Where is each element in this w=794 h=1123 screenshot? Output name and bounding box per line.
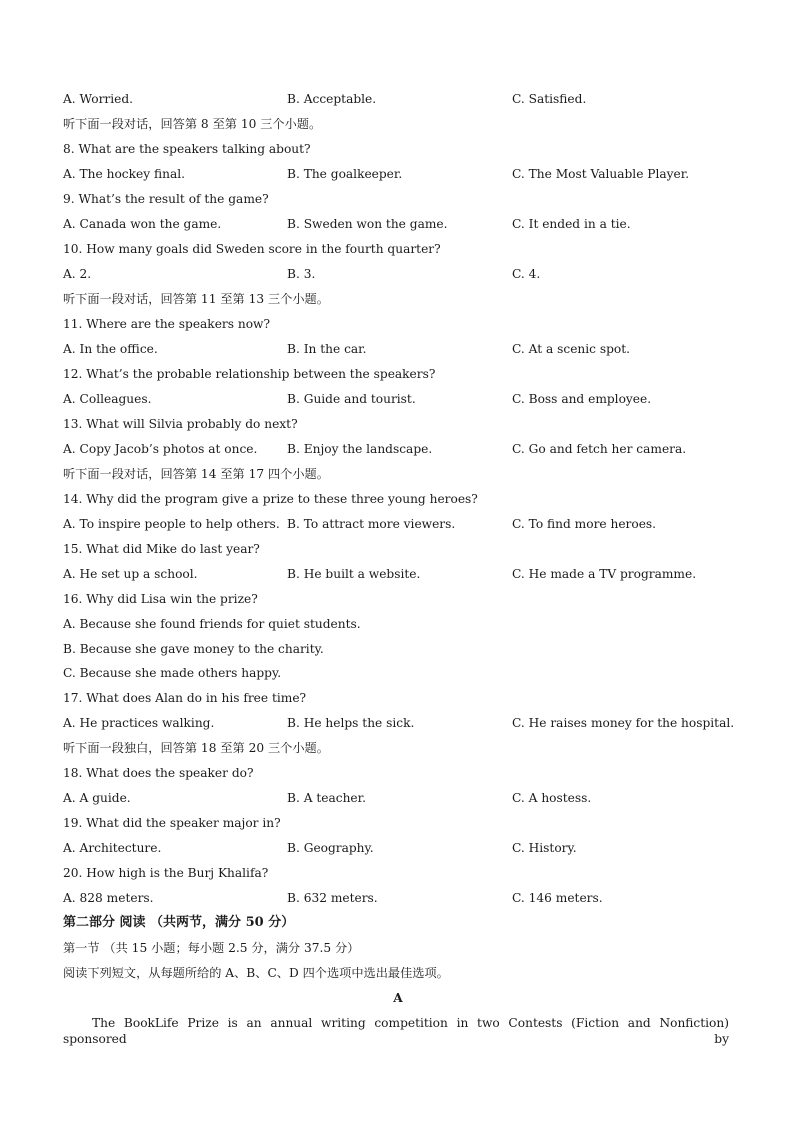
option-a: A. Architecture. xyxy=(63,841,162,855)
q16-option-c: C. Because she made others happy. xyxy=(63,666,282,680)
question-20: 20. How high is the Burj Khalifa? xyxy=(63,866,269,880)
q11-options xyxy=(63,341,733,357)
q14-options xyxy=(63,516,733,532)
option-c: C. He raises money for the hospital. xyxy=(512,716,735,730)
option-b: B. Sweden won the game. xyxy=(287,217,448,231)
reading-instruction: 阅读下列短文，从每题所给的 A、B、C、D 四个选项中选出最佳选项。 xyxy=(63,966,449,980)
option-a: A. He practices walking. xyxy=(63,716,215,730)
subsection-heading: 第一节 （共 15 小题；每小题 2.5 分，满分 37.5 分） xyxy=(63,941,360,955)
option-a: A. In the office. xyxy=(63,342,158,356)
q10-options xyxy=(63,266,733,282)
question-12: 12. What’s the probable relationship between the speakers? xyxy=(63,367,436,381)
question-19: 19. What did the speaker major in? xyxy=(63,816,281,830)
q13-options xyxy=(63,441,733,457)
option-c: C. Satisfied. xyxy=(512,92,587,106)
q17-options xyxy=(63,715,733,731)
option-a: A. 2. xyxy=(63,267,92,281)
passage-text: The BookLife Prize is an annual writing competition in two Contests (Fiction and Nonfiction) sponsored by xyxy=(63,1016,729,1046)
option-a: A. To inspire people to help others. xyxy=(63,517,280,531)
option-b: B. He helps the sick. xyxy=(287,716,415,730)
option-b: B. The goalkeeper. xyxy=(287,167,403,181)
option-b: B. To attract more viewers. xyxy=(287,517,456,531)
option-b: B. Guide and tourist. xyxy=(287,392,416,406)
option-a: A. A guide. xyxy=(63,791,131,805)
q18-options xyxy=(63,790,733,806)
question-16: 16. Why did Lisa win the prize? xyxy=(63,592,258,606)
option-b: B. 632 meters. xyxy=(287,891,378,905)
option-a: A. 828 meters. xyxy=(63,891,154,905)
option-c: C. 146 meters. xyxy=(512,891,603,905)
option-c: C. The Most Valuable Player. xyxy=(512,167,690,181)
q15-options xyxy=(63,566,733,582)
option-a: A. Canada won the game. xyxy=(63,217,222,231)
question-11: 11. Where are the speakers now? xyxy=(63,317,271,331)
question-15: 15. What did Mike do last year? xyxy=(63,542,260,556)
q8-options xyxy=(63,166,733,182)
option-c: C. Boss and employee. xyxy=(512,392,652,406)
section-heading: 第二部分 阅读 （共两节，满分 50 分） xyxy=(63,915,295,930)
option-c: C. He made a TV programme. xyxy=(512,567,697,581)
instruction-8-10: 听下面一段对话，回答第 8 至第 10 三个小题。 xyxy=(63,117,322,131)
instruction-18-20: 听下面一段独白，回答第 18 至第 20 三个小题。 xyxy=(63,741,329,755)
option-c: C. To find more heroes. xyxy=(512,517,657,531)
question-14: 14. Why did the program give a prize to these three young heroes? xyxy=(63,492,478,506)
question-8: 8. What are the speakers talking about? xyxy=(63,142,311,156)
q12-options xyxy=(63,391,733,407)
option-b: B. Acceptable. xyxy=(287,92,377,106)
question-9: 9. What’s the result of the game? xyxy=(63,192,269,206)
option-b: B. Geography. xyxy=(287,841,374,855)
passage-label: A xyxy=(393,991,403,1005)
q7-options xyxy=(63,91,733,107)
option-c: C. A hostess. xyxy=(512,791,592,805)
option-c: C. 4. xyxy=(512,267,541,281)
option-c: C. History. xyxy=(512,841,577,855)
q16-option-a: A. Because she found friends for quiet students. xyxy=(63,617,361,631)
question-17: 17. What does Alan do in his free time? xyxy=(63,691,307,705)
option-a: A. Copy Jacob’s photos at once. xyxy=(63,442,258,456)
question-18: 18. What does the speaker do? xyxy=(63,766,254,780)
option-c: C. It ended in a tie. xyxy=(512,217,631,231)
option-b: B. Enjoy the landscape. xyxy=(287,442,433,456)
question-10: 10. How many goals did Sweden score in the fourth quarter? xyxy=(63,242,441,256)
option-a: A. Colleagues. xyxy=(63,392,152,406)
option-a: A. The hockey final. xyxy=(63,167,185,181)
option-c: C. Go and fetch her camera. xyxy=(512,442,687,456)
option-b: B. 3. xyxy=(287,267,316,281)
option-b: B. In the car. xyxy=(287,342,367,356)
instruction-14-17: 听下面一段对话，回答第 14 至第 17 四个小题。 xyxy=(63,467,329,481)
option-a: A. He set up a school. xyxy=(63,567,198,581)
question-13: 13. What will Silvia probably do next? xyxy=(63,417,298,431)
q20-options xyxy=(63,890,733,906)
option-a: A. Worried. xyxy=(63,92,134,106)
option-c: C. At a scenic spot. xyxy=(512,342,631,356)
option-b: B. A teacher. xyxy=(287,791,367,805)
q16-option-b: B. Because she gave money to the charity. xyxy=(63,642,324,656)
instruction-11-13: 听下面一段对话，回答第 11 至第 13 三个小题。 xyxy=(63,292,329,306)
option-b: B. He built a website. xyxy=(287,567,421,581)
q19-options xyxy=(63,840,733,856)
q9-options xyxy=(63,216,733,232)
